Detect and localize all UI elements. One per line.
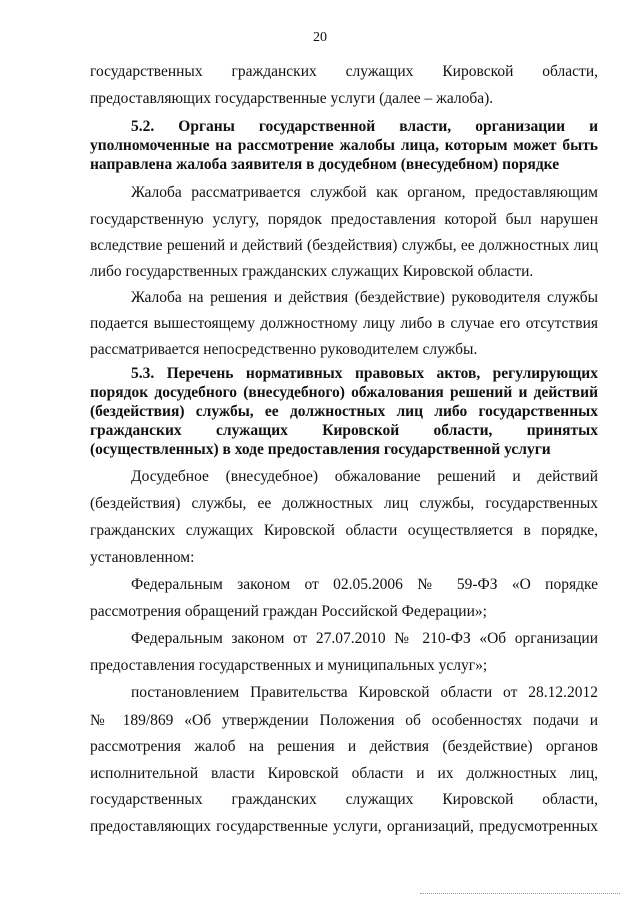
text-line: предоставляющих государственные услуги (далее – жалоба).: [90, 90, 494, 107]
text-line: государственных гражданских служащих Кировской области,: [90, 63, 598, 80]
section-heading-5-2: 5.2. Органы государственной власти, организации и: [131, 118, 598, 135]
text-line: государственную услугу, порядок предоставления которой был нарушен: [90, 211, 598, 228]
text-line: предоставляющих государственные услуги, организаций, предусмотренных: [90, 818, 598, 835]
text-line: Федеральным законом от 02.05.2006 № 59-ФЗ «О порядке: [131, 576, 598, 593]
text-line: рассмотрения обращений граждан Российской Федерации»;: [90, 603, 487, 620]
text-line: (бездействия) службы, ее должностных лиц службы, государственных: [90, 495, 598, 512]
page-number: 20: [313, 30, 327, 45]
text-line: вследствие решений и действий (бездействия) службы, ее должностных лиц: [90, 237, 598, 254]
text-line: гражданских служащих Кировской области осуществляется в порядке,: [90, 522, 598, 539]
text-line: либо государственных гражданских служащих Кировской области.: [90, 263, 534, 280]
section-heading-5-2: уполномоченные на рассмотрение жалобы лица, которым может быть: [90, 137, 598, 154]
text-line: предоставления государственных и муниципальных услуг»;: [90, 657, 488, 674]
scan-edge-line: [420, 893, 620, 895]
text-line: № 189/869 «Об утверждении Положения об особенностях подачи и: [90, 712, 598, 729]
text-line: постановлением Правительства Кировской области от 28.12.2012: [131, 684, 598, 701]
text-line: Жалоба рассматривается службой как органом, предоставляющим: [131, 184, 598, 201]
text-line: Досудебное (внесудебное) обжалование решений и действий: [131, 468, 598, 485]
text-line: подается вышестоящему должностному лицу либо в случае его отсутствия: [90, 315, 598, 332]
section-heading-5-3: (бездействия) службы, ее должностных лиц либо государственных: [90, 403, 598, 420]
section-heading-5-3: порядок досудебного (внесудебного) обжалования решений и действий: [90, 384, 598, 401]
text-line: рассмотрения жалоб на решения и действия (бездействие) органов: [90, 738, 598, 755]
section-heading-5-3: (осуществленных) в ходе предоставления государственной услуги: [90, 441, 551, 458]
text-line: Федеральным законом от 27.07.2010 № 210-ФЗ «Об организации: [131, 630, 598, 647]
text-line: государственных гражданских служащих Кировской области,: [90, 791, 598, 808]
text-line: Жалоба на решения и действия (бездействие) руководителя службы: [131, 289, 598, 306]
text-line: установленном:: [90, 549, 195, 566]
section-heading-5-3: 5.3. Перечень нормативных правовых актов, регулирующих: [131, 365, 598, 382]
text-line: рассматривается непосредственно руководителем службы.: [90, 341, 478, 358]
section-heading-5-3: гражданских служащих Кировской области, принятых: [90, 422, 598, 439]
section-heading-5-2: направлена жалоба заявителя в досудебном (внесудебном) порядке: [90, 156, 560, 173]
text-line: исполнительной власти Кировской области и их должностных лиц,: [90, 765, 598, 782]
